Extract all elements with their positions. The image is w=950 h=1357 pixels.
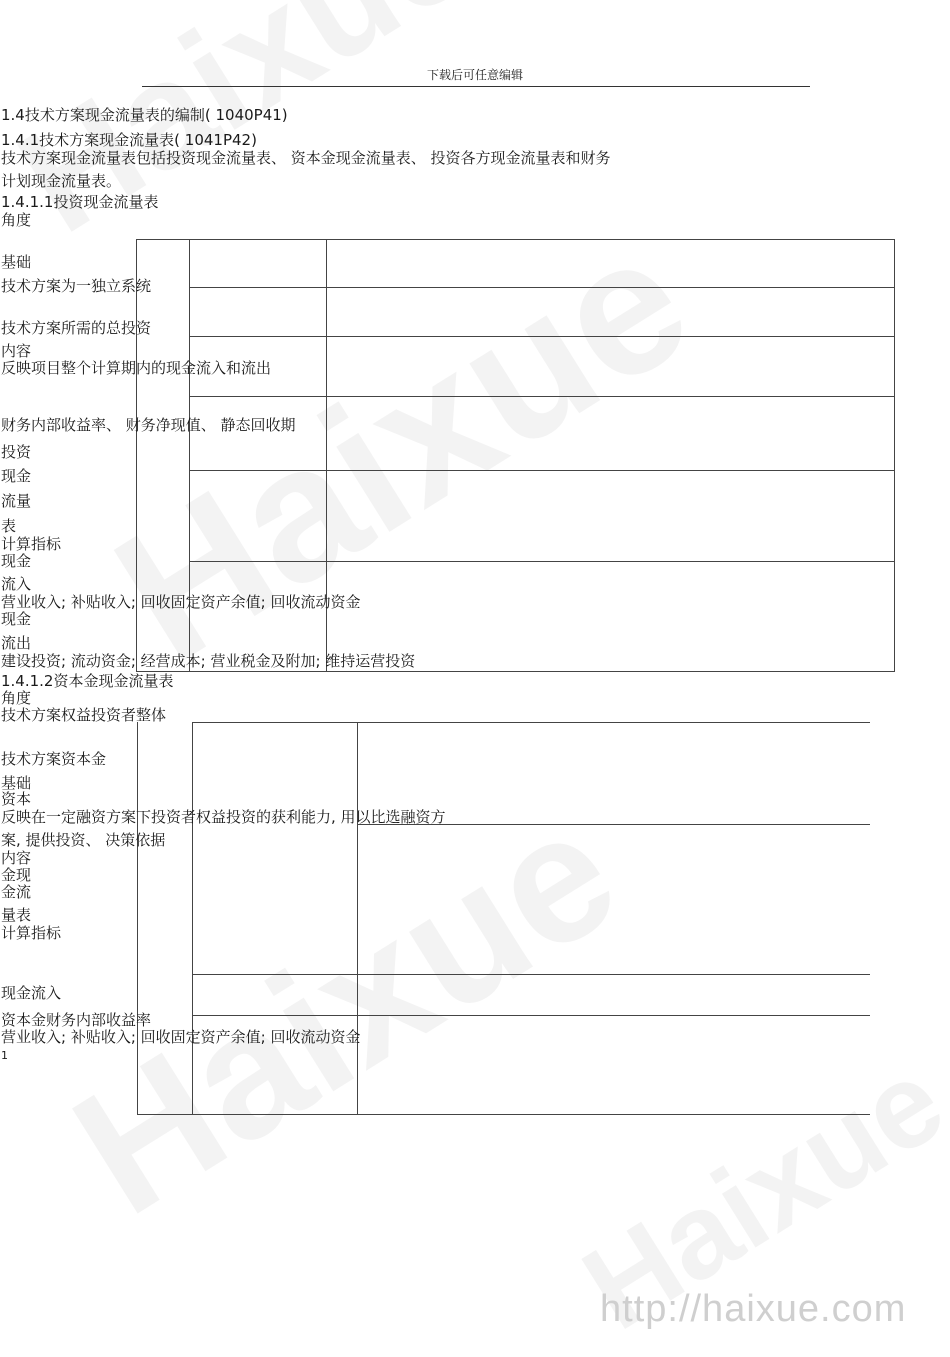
table-rule xyxy=(189,561,895,562)
table-cell: 量表 xyxy=(1,906,32,924)
watermark-brand xyxy=(80,190,724,705)
table-cell: 技术方案为一独立系统 xyxy=(1,277,152,295)
watermark-url: http://haixue.com xyxy=(600,1288,907,1330)
table-cell: 现金 xyxy=(1,467,32,485)
page-header: 下载后可任意编辑 xyxy=(426,68,523,82)
table-cell: 基础 xyxy=(1,774,32,792)
table-cell: 营业收入; 补贴收入; 回收固定资产余值; 回收流动资金 xyxy=(1,593,361,611)
table-cell: 内容 xyxy=(1,849,32,867)
table-rule xyxy=(136,671,895,672)
table-rule xyxy=(189,287,895,288)
table-rule xyxy=(189,396,895,397)
table-cell: 反映项目整个计算期内的现金流入和流出 xyxy=(1,359,272,377)
table-cell: 现金 xyxy=(1,552,32,570)
table-rule xyxy=(357,722,358,1115)
table-cell: 案, 提供投资、 决策依据 xyxy=(1,831,166,849)
table-cell: 技术方案资本金 xyxy=(1,750,107,768)
table-rule xyxy=(192,722,870,723)
table-cell: 现金流入 xyxy=(1,984,62,1002)
table-cell: 建设投资; 流动资金; 经营成本; 营业税金及附加; 维持运营投资 xyxy=(1,652,416,670)
page-number: 1 xyxy=(1,1049,8,1062)
table-cell: 资本 xyxy=(1,790,32,808)
intro-line: 计划现金流量表。 xyxy=(1,172,122,190)
table-cell: 流量 xyxy=(1,492,32,510)
table-rule xyxy=(189,470,895,471)
table-rule xyxy=(189,336,895,337)
table-cell: 金现 xyxy=(1,866,32,884)
table-rule xyxy=(192,974,870,975)
table-cell: 技术方案所需的总投资 xyxy=(1,319,152,337)
subsection-heading-capital: 1.4.1.2资本金现金流量表 xyxy=(1,672,174,690)
table-cell: 财务内部收益率、 财务净现值、 静态回收期 xyxy=(1,416,296,434)
table-cell: 计算指标 xyxy=(1,535,62,553)
subsection-heading-investment: 1.4.1.1投资现金流量表 xyxy=(1,193,159,211)
table-cell: 表 xyxy=(1,517,17,535)
table-rule xyxy=(137,1114,870,1115)
table-cell: 角度 xyxy=(1,689,32,707)
table-rule xyxy=(894,239,895,672)
table-cell: 流入 xyxy=(1,575,32,593)
table-rule xyxy=(137,722,138,1115)
table-cell: 流出 xyxy=(1,634,32,652)
table-cell: 基础 xyxy=(1,253,32,271)
section-heading-1-4: 1.4技术方案现金流量表的编制( 1040P41) xyxy=(1,106,288,124)
table-cell: 技术方案权益投资者整体 xyxy=(1,706,167,724)
header-divider xyxy=(142,86,810,87)
intro-line: 技术方案现金流量表包括投资现金流量表、 资本金现金流量表、 投资各方现金流量表和财务 xyxy=(1,149,611,167)
table-rule xyxy=(136,239,895,240)
table-cell: 资本金财务内部收益率 xyxy=(1,1011,152,1029)
table-cell: 角度 xyxy=(1,211,32,229)
table-rule xyxy=(192,1015,870,1016)
table-cell: 投资 xyxy=(1,443,32,461)
table-cell: 计算指标 xyxy=(1,924,62,942)
table-cell: 内容 xyxy=(1,342,32,360)
section-heading-1-4-1: 1.4.1技术方案现金流量表( 1041P42) xyxy=(1,131,257,149)
table-cell: 现金 xyxy=(1,610,32,628)
table-cell: 营业收入; 补贴收入; 回收固定资产余值; 回收流动资金 xyxy=(1,1028,361,1046)
table-cell: 金流 xyxy=(1,883,32,901)
table-rule xyxy=(192,722,193,1115)
table-cell: 反映在一定融资方案下投资者权益投资的获利能力, 用以比选融资方 xyxy=(1,808,446,826)
